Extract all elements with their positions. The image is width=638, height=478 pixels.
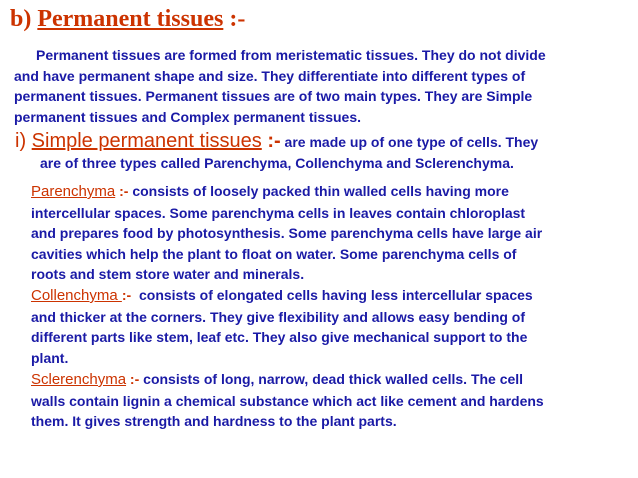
collenchyma-first-line bbox=[31, 285, 621, 307]
intro-paragraph bbox=[14, 45, 626, 127]
collenchyma-line: different parts like stem, leaf etc. They also give mechanical support to the bbox=[31, 329, 528, 345]
parenchyma-line: and prepares food by photosynthesis. Some parenchyma cells have large air bbox=[31, 225, 543, 241]
title-prefix: b) bbox=[10, 6, 38, 32]
title-suffix: :- bbox=[223, 6, 246, 32]
simple-separator: :- bbox=[261, 130, 281, 152]
simple-first-line bbox=[15, 131, 627, 153]
simple-prefix: i) bbox=[15, 130, 32, 152]
simple-line: are of three types called Parenchyma, Collenchyma and Sclerenchyma. bbox=[40, 154, 514, 171]
sclerenchyma-line: walls contain lignin a chemical substance which act like cement and hardens bbox=[31, 392, 544, 409]
collenchyma-paragraph bbox=[31, 285, 621, 368]
simple-line: are made up of one type of cells. They bbox=[280, 134, 539, 150]
parenchyma-paragraph bbox=[31, 181, 621, 285]
title-main: Permanent tissues bbox=[37, 6, 224, 32]
intro-line: and have permanent shape and size. They differentiate into different types of bbox=[14, 67, 526, 84]
intro-line: permanent tissues. Permanent tissues are of two main types. They are Simple bbox=[14, 88, 533, 104]
parenchyma-line: roots and stem store water and minerals. bbox=[31, 266, 305, 282]
parenchyma-separator: :- bbox=[115, 183, 129, 199]
collenchyma-term: Collenchyma bbox=[31, 287, 122, 304]
sclerenchyma-line: them. It gives strength and hardness to the plant parts. bbox=[31, 413, 397, 429]
sclerenchyma-separator: :- bbox=[126, 371, 140, 387]
collenchyma-separator: :- bbox=[121, 287, 132, 303]
simple-heading: Simple permanent tissues bbox=[31, 130, 262, 152]
sclerenchyma-line: consists of long, narrow, dead thick walled cells. The cell bbox=[139, 371, 524, 387]
slide-title bbox=[10, 6, 245, 33]
collenchyma-line: consists of elongated cells having less intercellular spaces bbox=[131, 287, 533, 303]
sclerenchyma-paragraph bbox=[31, 369, 621, 432]
sclerenchyma-first-line bbox=[31, 369, 621, 391]
intro-line: permanent tissues and Complex permanent tissues. bbox=[14, 108, 361, 125]
parenchyma-line: consists of loosely packed thin walled cells having more bbox=[128, 183, 509, 199]
collenchyma-line: and thicker at the corners. They give flexibility and allows easy bending of bbox=[31, 308, 526, 325]
collenchyma-line: plant. bbox=[31, 349, 69, 366]
parenchyma-first-line bbox=[31, 181, 621, 203]
simple-tissues-paragraph bbox=[15, 131, 627, 173]
parenchyma-line: intercellular spaces. Some parenchyma cells in leaves contain chloroplast bbox=[31, 204, 526, 221]
sclerenchyma-term: Sclerenchyma bbox=[31, 371, 127, 388]
parenchyma-term: Parenchyma bbox=[31, 183, 116, 200]
parenchyma-line: cavities which help the plant to float on water. Some parenchyma cells of bbox=[31, 245, 517, 262]
intro-line: Permanent tissues are formed from meristematic tissues. They do not divide bbox=[36, 47, 546, 63]
